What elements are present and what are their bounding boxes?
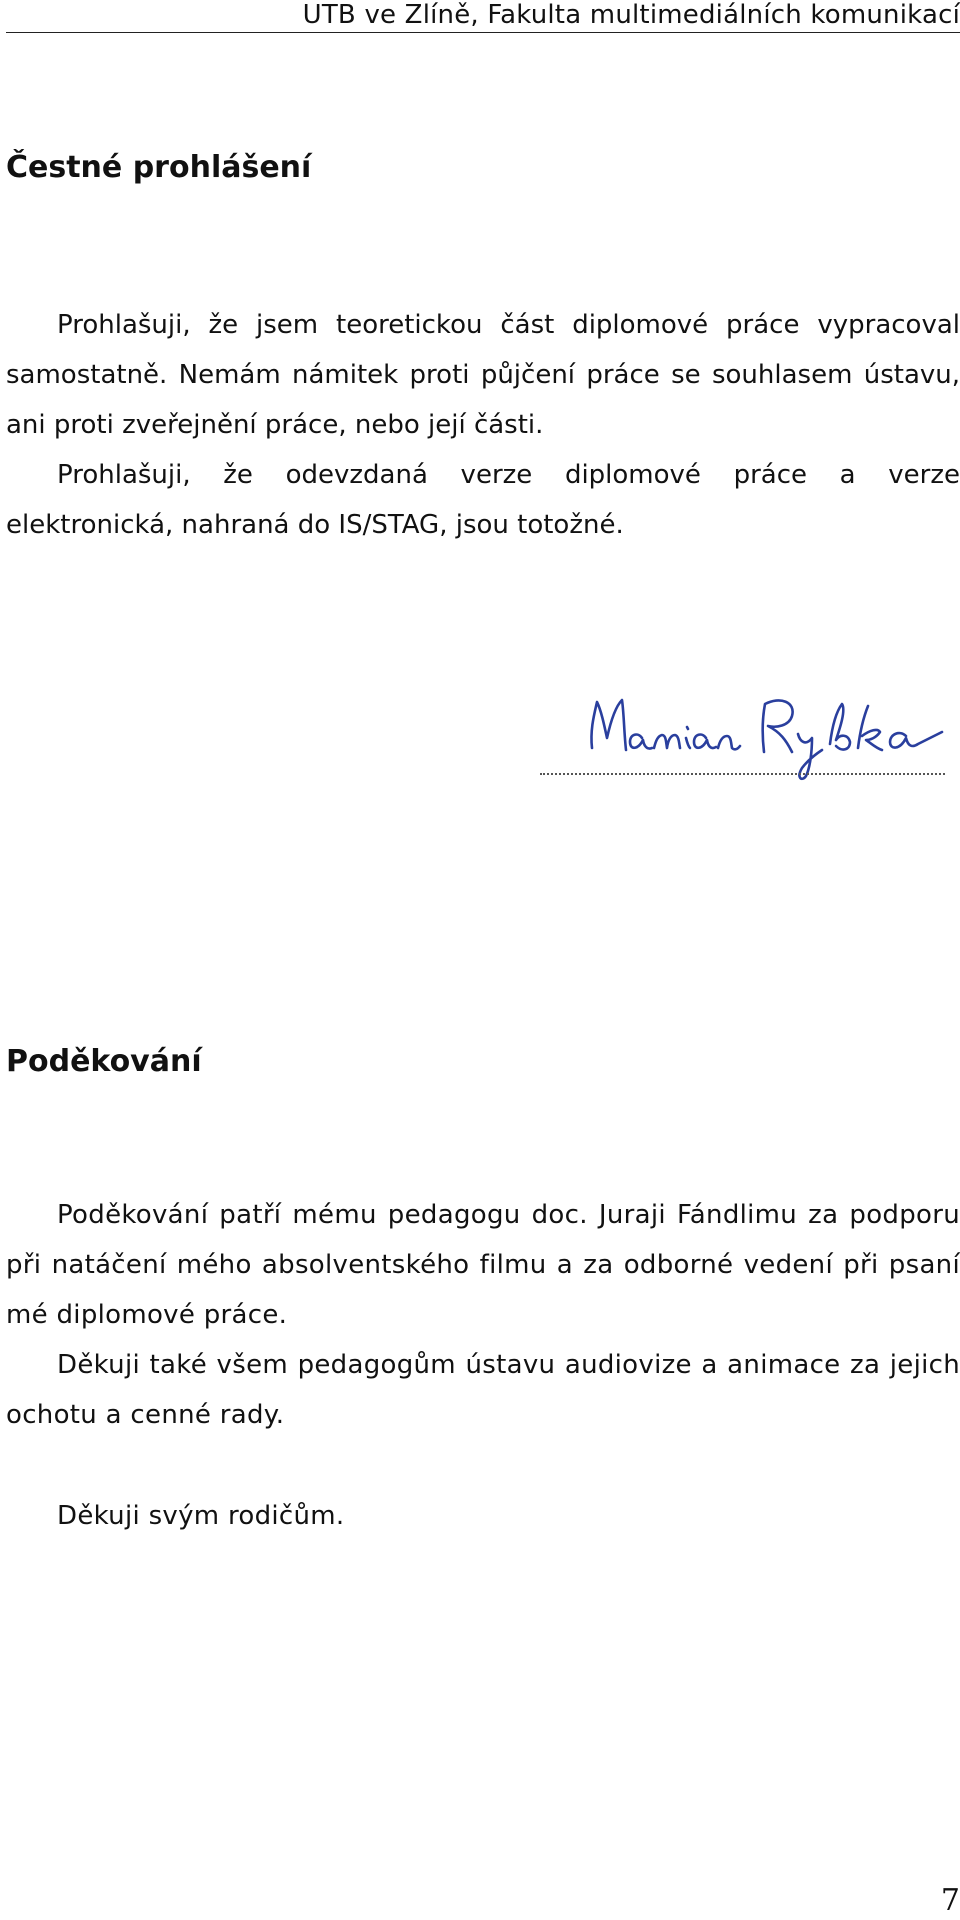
signature-block (540, 680, 950, 790)
declaration-heading: Čestné prohlášení (6, 150, 312, 185)
page-number: 7 (940, 1883, 960, 1918)
acknowledgements-paragraph-3: Děkuji svým rodičům. (57, 1501, 345, 1531)
acknowledgements-heading: Poděkování (6, 1044, 202, 1079)
running-header-title: UTB ve Zlíně, Fakulta multimediálních komunikací (302, 0, 960, 30)
running-header (6, 0, 960, 33)
acknowledgements-paragraph-1: Poděkování patří mému pedagogu doc. Juraji Fándlimu za podporu při natáčení mého absolventského filmu a za odborné vedení při psaní mé diplomové práce. (6, 1200, 960, 1330)
declaration-paragraph-1: Prohlašuji, že jsem teoretickou část diplomové práce vypracoval samostatně. Nemám námitek proti půjčení práce se souhlasem ústavu, ani proti zveřejnění práce, nebo její části. (6, 310, 960, 440)
declaration-paragraph-2: Prohlašuji, že odevzdaná verze diplomové práce a verze elektronická, nahraná do IS/STAG, jsou totožné. (6, 460, 960, 540)
signature-line (540, 773, 945, 775)
acknowledgements-paragraph-2: Děkuji také všem pedagogům ústavu audiovize a animace za jejich ochotu a cenné rady. (6, 1350, 960, 1430)
